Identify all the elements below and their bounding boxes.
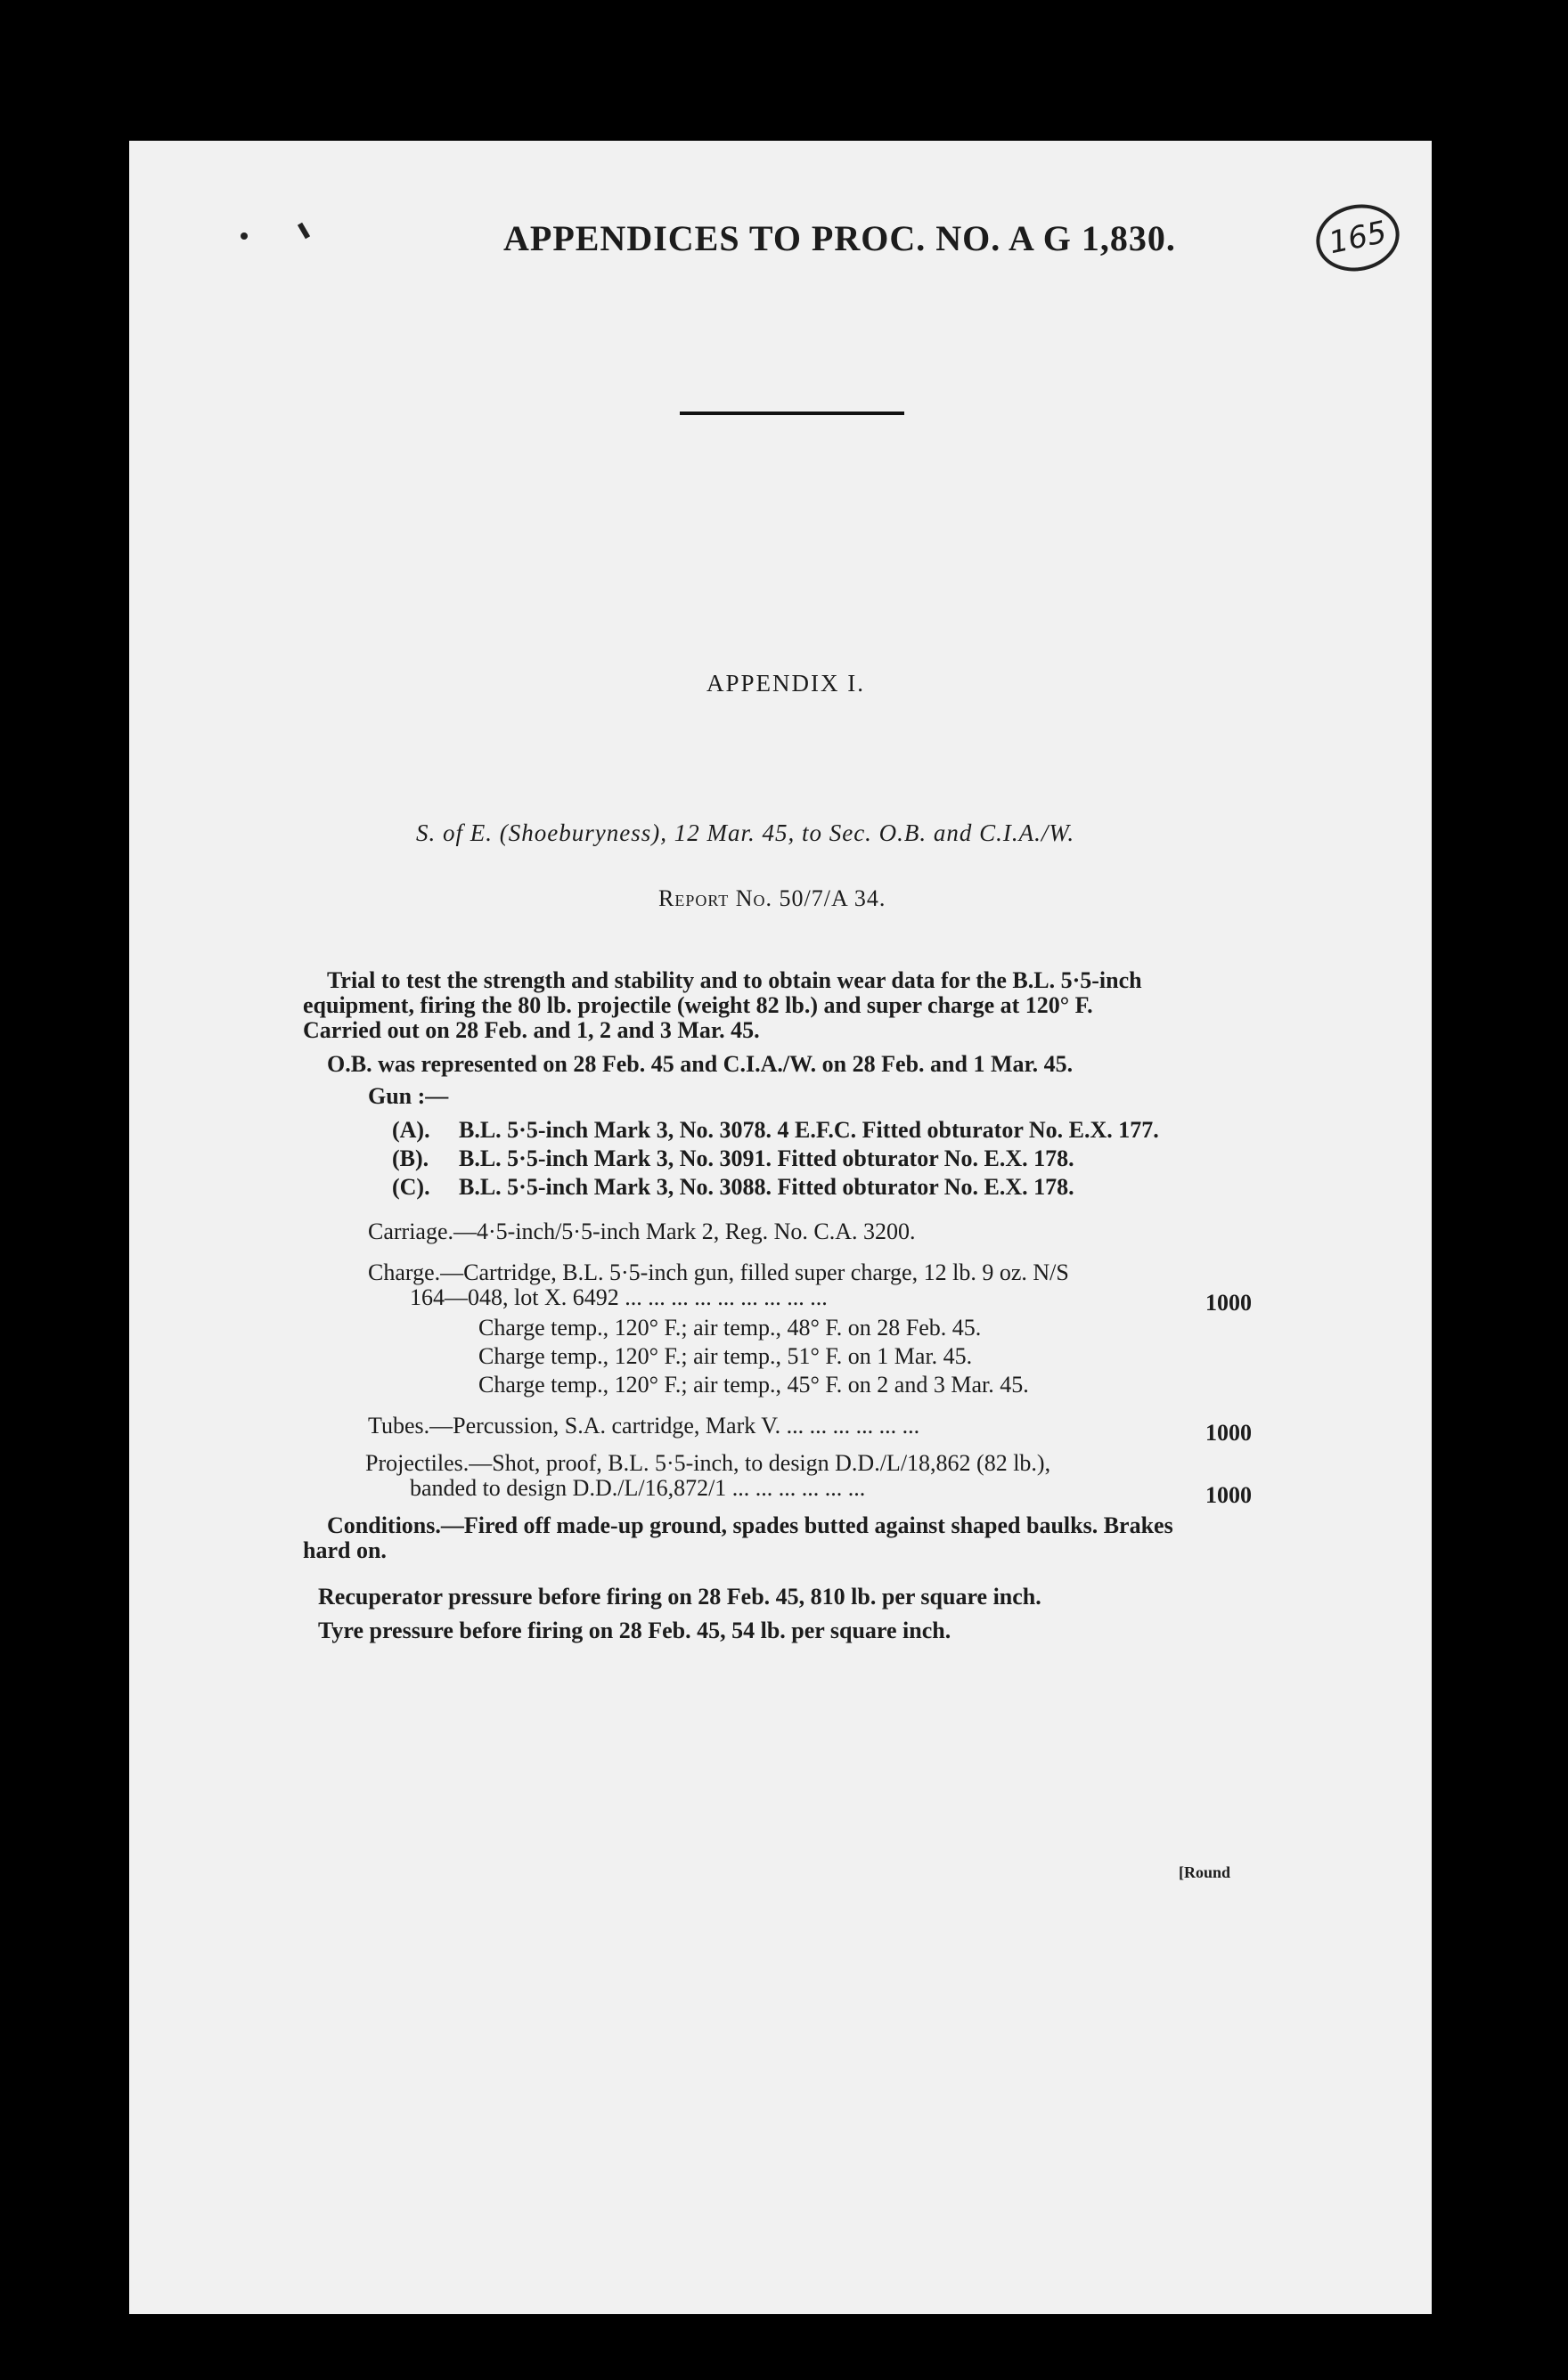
report-number: Report No. 50/7/A 34. [658, 885, 886, 911]
appendix-title: APPENDIX I. [706, 670, 866, 697]
gun-item-label: (C). [392, 1174, 430, 1200]
projectiles-line: banded to design D.D./L/16,872/1 ... ... ... ... ... ... [410, 1475, 866, 1501]
gun-item-text: B.L. 5·5-inch Mark 3, No. 3088. Fitted obturator No. E.X. 178. [459, 1174, 1074, 1200]
tubes-quantity: 1000 [1205, 1420, 1252, 1446]
carriage-line: Carriage.—4·5-inch/5·5-inch Mark 2, Reg. No. C.A. 3200. [368, 1219, 916, 1244]
recuperator-line: Recuperator pressure before firing on 28 Feb. 45, 810 lb. per square inch. [318, 1584, 1041, 1610]
margin-mark [241, 232, 248, 240]
gun-item-text: B.L. 5·5-inch Mark 3, No. 3078. 4 E.F.C. Fitted obturator No. E.X. 177. [459, 1117, 1159, 1143]
charge-line: Charge.—Cartridge, B.L. 5·5-inch gun, filled super charge, 12 lb. 9 oz. N/S [368, 1259, 1069, 1285]
intro-line: equipment, firing the 80 lb. projectile (weight 82 lb.) and super charge at 120° F. [303, 992, 1093, 1018]
represented-line: O.B. was represented on 28 Feb. 45 and C.I.A./W. on 28 Feb. and 1 Mar. 45. [327, 1051, 1074, 1077]
projectiles-quantity: 1000 [1205, 1482, 1252, 1508]
continuation-catchword: [Round [1179, 1863, 1231, 1881]
running-title: APPENDICES TO PROC. NO. A G 1,830. [503, 218, 1176, 258]
margin-mark [298, 223, 310, 240]
gun-heading: Gun :— [368, 1083, 449, 1109]
projectiles-line: Projectiles.—Shot, proof, B.L. 5·5-inch, to design D.D./L/18,862 (82 lb.), [365, 1450, 1051, 1476]
gun-item-label: (B). [392, 1145, 429, 1171]
charge-line: 164—048, lot X. 6492 ... ... ... ... ... ... ... ... ... [410, 1284, 828, 1310]
tubes-line: Tubes.—Percussion, S.A. cartridge, Mark V. ... ... ... ... ... ... [368, 1413, 920, 1439]
gun-item-text: B.L. 5·5-inch Mark 3, No. 3091. Fitted obturator No. E.X. 178. [459, 1145, 1074, 1171]
gun-item-label: (A). [392, 1117, 430, 1143]
intro-line: Carried out on 28 Feb. and 1, 2 and 3 Mar. 45. [303, 1017, 760, 1043]
charge-temp-line: Charge temp., 120° F.; air temp., 45° F. on 2 and 3 Mar. 45. [478, 1372, 1029, 1398]
intro-line: Trial to test the strength and stability and to obtain wear data for the B.L. 5·5-inch [327, 967, 1142, 993]
conditions-line: Conditions.—Fired off made-up ground, spades butted against shaped baulks. Brakes [327, 1512, 1173, 1538]
folio-number-circled: 165 [1310, 197, 1405, 279]
source-line: S. of E. (Shoeburyness), 12 Mar. 45, to Sec. O.B. and C.I.A./W. [416, 819, 1075, 846]
document-page [129, 141, 1432, 2314]
charge-temp-line: Charge temp., 120° F.; air temp., 48° F. on 28 Feb. 45. [478, 1315, 982, 1341]
charge-temp-line: Charge temp., 120° F.; air temp., 51° F. on 1 Mar. 45. [478, 1343, 973, 1369]
conditions-line: hard on. [303, 1537, 387, 1563]
tyre-line: Tyre pressure before firing on 28 Feb. 45, 54 lb. per square inch. [318, 1618, 951, 1643]
charge-quantity: 1000 [1205, 1290, 1252, 1316]
header-rule [680, 412, 904, 415]
